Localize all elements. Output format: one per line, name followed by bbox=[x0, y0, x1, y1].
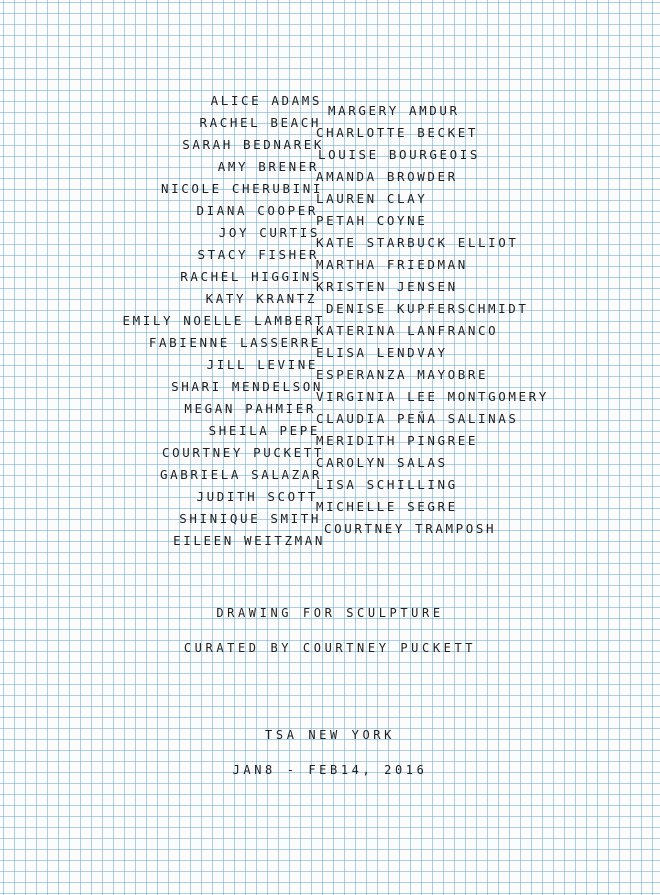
artist-name-left: SARAH BEDNAREK bbox=[182, 137, 324, 152]
artist-name-right: ELISA LENDVAY bbox=[316, 345, 448, 360]
artist-name-left: SHEILA PEPE bbox=[208, 423, 320, 438]
artist-name-right: PETAH COYNE bbox=[316, 213, 428, 228]
artist-name-right: MICHELLE SEGRE bbox=[316, 499, 458, 514]
artist-name-left: JOY CURTIS bbox=[218, 225, 320, 240]
artist-name-right: LAUREN CLAY bbox=[316, 191, 428, 206]
artist-name-left: JUDITH SCOTT bbox=[196, 489, 318, 504]
artist-name-left: NICOLE CHERUBINI bbox=[160, 181, 323, 196]
artist-name-right: MERIDITH PINGREE bbox=[316, 433, 479, 448]
artist-name-left: FABIENNE LASSERRE bbox=[148, 335, 321, 350]
artist-name-right: AMANDA BROWDER bbox=[316, 169, 458, 184]
artist-name-right: VIRGINIA LEE MONTGOMERY bbox=[316, 389, 549, 404]
artist-name-right: KATERINA LANFRANCO bbox=[316, 323, 499, 338]
artist-name-left: EILEEN WEITZMAN bbox=[173, 533, 325, 548]
artist-name-right: CLAUDIA PEÑA SALINAS bbox=[316, 411, 519, 426]
artist-name-right: KATE STARBUCK ELLIOT bbox=[316, 235, 519, 250]
artist-name-right: DENISE KUPFERSCHMIDT bbox=[326, 301, 529, 316]
artist-name-left: STACY FISHER bbox=[197, 247, 319, 262]
exhibition-title: DRAWING FOR SCULPTURE bbox=[216, 606, 444, 620]
artist-name-left: SHARI MENDELSON bbox=[171, 379, 323, 394]
artist-name-right: COURTNEY TRAMPOSH bbox=[324, 521, 497, 536]
artist-name-right: CHARLOTTE BECKET bbox=[316, 125, 479, 140]
artist-name-left: RACHEL HIGGINS bbox=[180, 269, 322, 284]
artist-name-left: AMY BRENER bbox=[217, 159, 319, 174]
artist-name-left: COURTNEY PUCKETT bbox=[161, 445, 324, 460]
artist-name-left: SHINIQUE SMITH bbox=[179, 511, 321, 526]
artist-name-left: MEGAN PAHMIER bbox=[184, 401, 316, 416]
artist-name-right: KRISTEN JENSEN bbox=[316, 279, 458, 294]
artist-name-right: MARTHA FRIEDMAN bbox=[316, 257, 468, 272]
artist-name-right: CAROLYN SALAS bbox=[316, 455, 448, 470]
artist-name-right: MARGERY AMDUR bbox=[328, 103, 460, 118]
curator-credit: CURATED BY COURTNEY PUCKETT bbox=[183, 641, 477, 655]
exhibition-dates: JAN8 - FEB14, 2016 bbox=[232, 763, 428, 777]
artist-name-left: JILL LEVINE bbox=[206, 357, 318, 372]
artist-name-left: EMILY NOELLE LAMBERT bbox=[122, 313, 325, 328]
venue-name: TSA NEW YORK bbox=[265, 728, 395, 742]
artist-name-left: DIANA COOPER bbox=[196, 203, 318, 218]
artist-name-left: RACHEL BEACH bbox=[199, 115, 321, 130]
artist-name-right: LOUISE BOURGEOIS bbox=[318, 147, 481, 162]
artist-name-left: GABRIELA SALAZAR bbox=[159, 467, 322, 482]
artist-name-right: LISA SCHILLING bbox=[316, 477, 458, 492]
artist-name-left: ALICE ADAMS bbox=[210, 93, 322, 108]
artist-name-left: KATY KRANTZ bbox=[205, 291, 317, 306]
artist-name-right: ESPERANZA MAYOBRE bbox=[316, 367, 489, 382]
